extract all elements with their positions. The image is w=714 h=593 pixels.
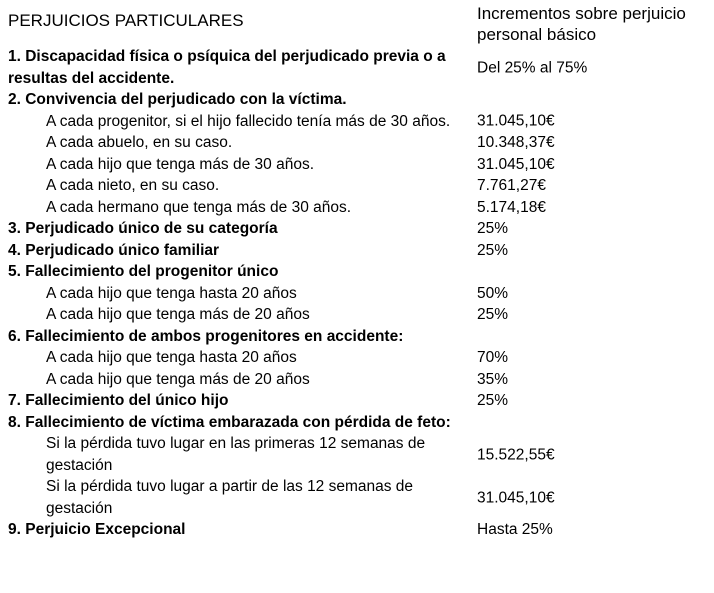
perjuicios-table xyxy=(0,46,714,541)
row-value: 31.045,10€ xyxy=(477,155,555,173)
table-row xyxy=(0,283,714,305)
table-row xyxy=(0,412,714,434)
row-label: A cada hermano que tenga más de 30 años. xyxy=(46,198,352,216)
row-label: 3. Perjudicado único de su categoría xyxy=(8,220,278,237)
row-label: A cada hijo que tenga más de 20 años xyxy=(46,306,310,323)
row-value: 10.348,37€ xyxy=(477,134,555,151)
row-label: A cada progenitor, si el hijo fallecido tenía más de 30 años. xyxy=(46,112,451,130)
row-value: 25% xyxy=(477,392,509,409)
table-row xyxy=(0,347,714,369)
table-row xyxy=(0,46,714,89)
row-value: 15.522,55€ xyxy=(477,445,555,463)
row-value: 70% xyxy=(477,349,509,366)
table-row xyxy=(0,197,714,219)
table-row xyxy=(0,519,714,541)
table-row xyxy=(0,111,714,133)
table-row xyxy=(0,132,714,154)
table-row xyxy=(0,89,714,111)
table-row xyxy=(0,175,714,197)
row-label: 5. Fallecimiento del progenitor único xyxy=(8,263,279,280)
table-row xyxy=(0,390,714,412)
row-value: Del 25% al 75% xyxy=(477,58,588,76)
row-label: 8. Fallecimiento de víctima embarazada con pérdida de feto: xyxy=(8,413,451,431)
row-label: A cada nieto, en su caso. xyxy=(46,177,220,194)
row-value: 35% xyxy=(477,370,509,388)
table-row xyxy=(0,476,714,519)
row-label: Si la pérdida tuvo lugar en las primeras 12 semanas de gestación xyxy=(46,435,426,474)
table-row xyxy=(0,369,714,391)
row-label: 6. Fallecimiento de ambos progenitores en accidente: xyxy=(8,327,404,345)
row-value: 25% xyxy=(477,306,509,323)
row-value: 50% xyxy=(477,284,509,302)
table-row xyxy=(0,240,714,262)
row-value: 31.045,10€ xyxy=(477,112,555,130)
row-value: Hasta 25% xyxy=(477,521,553,538)
row-value: 25% xyxy=(477,220,509,237)
table-row xyxy=(0,326,714,348)
row-label: A cada hijo que tenga hasta 20 años xyxy=(46,284,297,302)
row-label: A cada hijo que tenga más de 30 años. xyxy=(46,155,315,173)
page-title: PERJUICIOS PARTICULARES xyxy=(8,11,244,30)
table-row xyxy=(0,433,714,476)
row-label: 1. Discapacidad física o psíquica del perjudicado previa o a resultas del accidente. xyxy=(8,48,446,87)
row-value: 25% xyxy=(477,241,509,259)
row-label: 7. Fallecimiento del único hijo xyxy=(8,392,229,409)
row-value: 7.761,27€ xyxy=(477,177,546,194)
row-label: 4. Perjudicado único familiar xyxy=(8,241,220,259)
row-label: Si la pérdida tuvo lugar a partir de las 12 semanas de gestación xyxy=(46,478,414,517)
row-label: A cada abuelo, en su caso. xyxy=(46,134,233,151)
value-column-heading: Incrementos sobre perjuicio personal básico xyxy=(477,4,686,44)
table-row xyxy=(0,218,714,240)
row-value: 31.045,10€ xyxy=(477,488,555,506)
row-label: 2. Convivencia del perjudicado con la víctima. xyxy=(8,91,347,108)
row-value: 5.174,18€ xyxy=(477,198,546,216)
row-label: A cada hijo que tenga hasta 20 años xyxy=(46,349,297,366)
table-row xyxy=(0,154,714,176)
row-label: 9. Perjuicio Excepcional xyxy=(8,521,186,538)
row-label: A cada hijo que tenga más de 20 años xyxy=(46,370,310,388)
table-row xyxy=(0,261,714,283)
table-row xyxy=(0,304,714,326)
